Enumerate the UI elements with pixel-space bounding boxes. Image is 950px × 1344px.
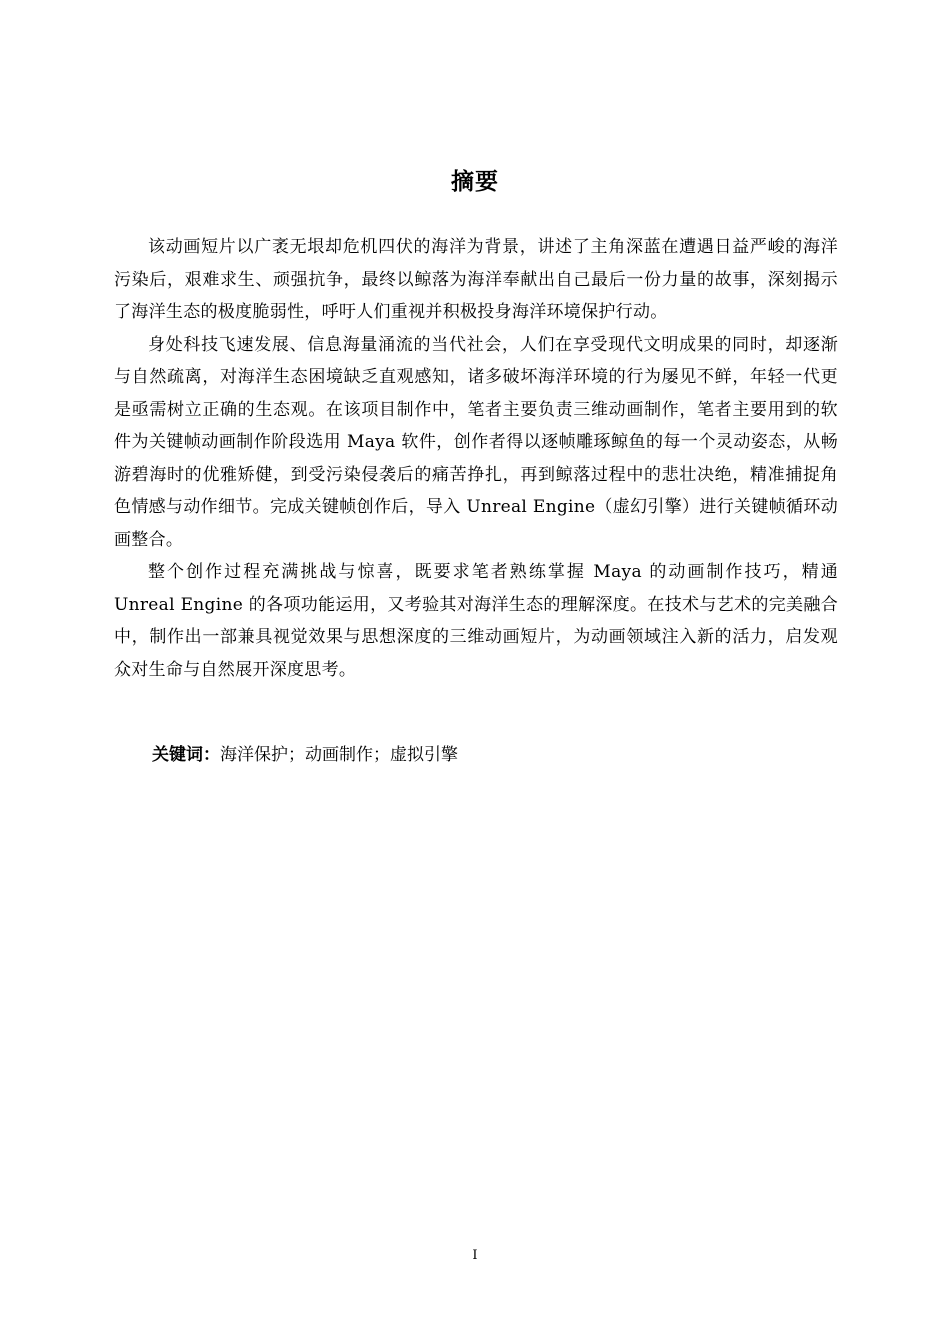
page-number: I — [472, 1248, 478, 1263]
keywords-line — [152, 739, 458, 771]
abstract-paragraph-3: 整个创作过程充满挑战与惊喜，既要求笔者熟练掌握 Maya 的动画制作技巧，精通 Unreal Engine 的各项功能运用，又考验其对海洋生态的理解深度。在技术与艺术的完美融合中，制作出一部兼具视觉效果与思想深度的三维动画短片，为动画领域注入新的活力，启发观众对生命与自然展开深度思考。 — [114, 562, 838, 680]
keywords-text: 海洋保护；动画制作；虚拟引擎 — [220, 745, 458, 765]
keywords-label: 关键词： — [152, 745, 220, 765]
abstract-body — [114, 231, 838, 686]
abstract-title: 摘要 — [451, 169, 499, 195]
abstract-paragraph-2: 身处科技飞速发展、信息海量涌流的当代社会，人们在享受现代文明成果的同时，却逐渐与自然疏离，对海洋生态困境缺乏直观感知，诸多破坏海洋环境的行为屡见不鲜，年轻一代更是亟需树立正确的生态观。在该项目制作中，笔者主要负责三维动画制作，笔者主要用到的软件为关键帧动画制作阶段选用 Maya 软件，创作者得以逐帧雕琢鲸鱼的每一个灵动姿态，从畅游碧海时的优雅矫健，到受污染侵袭后的痛苦挣扎，再到鲸落过程中的悲壮决绝，精准捕捉角色情感与动作细节。完成关键帧创作后，导入 Unreal Engine（虚幻引擎）进行关键帧循环动画整合。 — [114, 334, 838, 550]
abstract-paragraph-1: 该动画短片以广袤无垠却危机四伏的海洋为背景，讲述了主角深蓝在遭遇日益严峻的海洋污染后，艰难求生、顽强抗争，最终以鲸落为海洋奉献出自己最后一份力量的故事，深刻揭示了海洋生态的极度脆弱性，呼吁人们重视并积极投身海洋环境保护行动。 — [114, 237, 838, 322]
